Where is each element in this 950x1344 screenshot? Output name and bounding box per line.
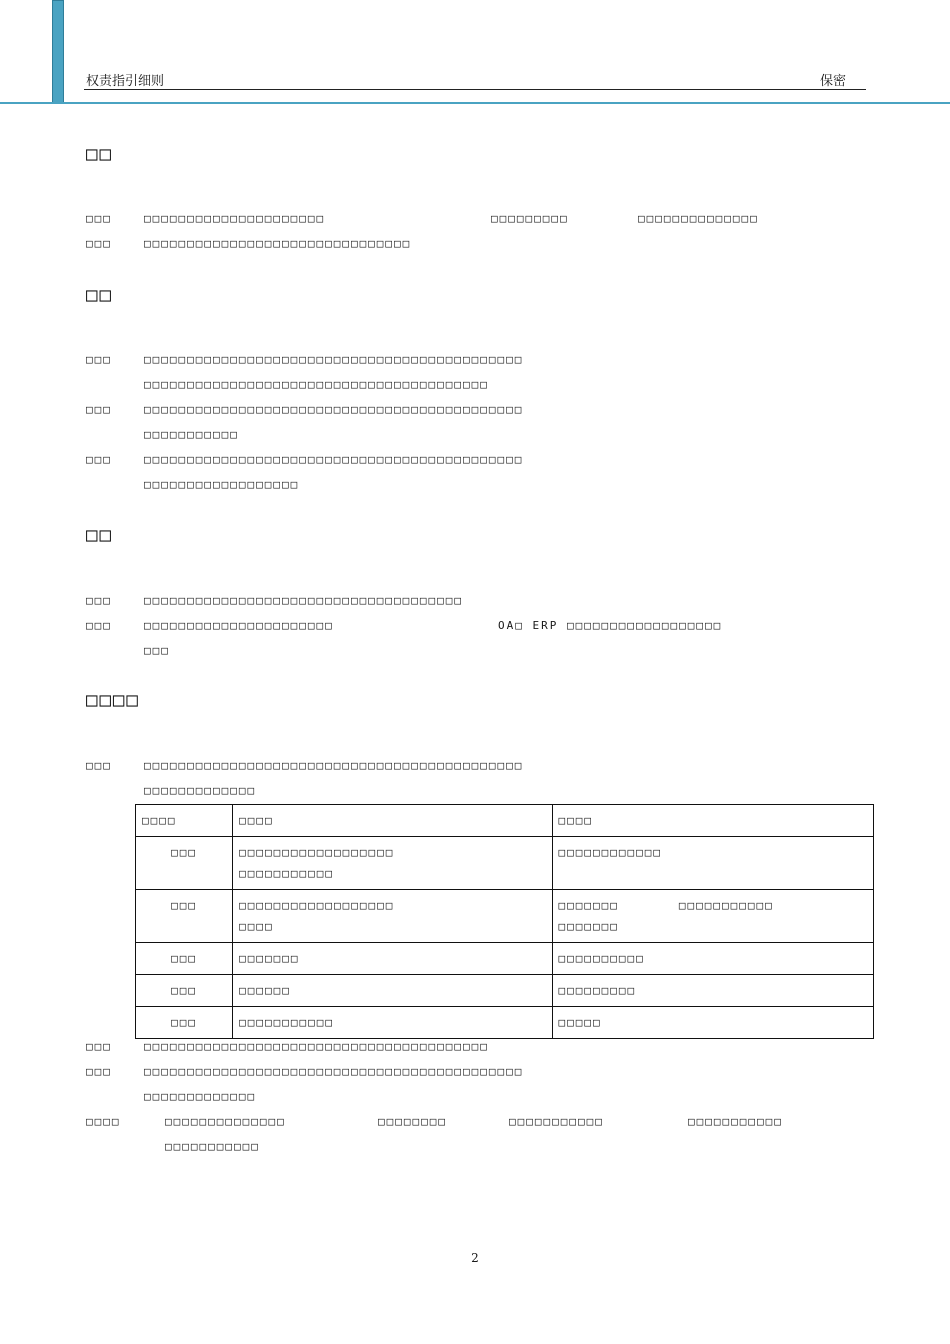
article-text: □□□□□□□□□□□□□□□□□□□□□□□□□□□□□□□□□□□□□□□□□□□□ [144,453,524,466]
cell-line: □□□□ [239,920,274,933]
table-cell-note [552,837,873,890]
cell-line: □□□□□□□□□□□□ [558,846,663,859]
article-text: □□□□□□□□□□□□□□□□□□ [144,478,300,491]
article-text: □□□□□□□□□□□□□□□□□□□□□ [144,212,326,225]
article-text: □□□□□□□□□□□□□□□□□□□□□□□□□□□□□□□□□□□□□ [144,594,464,607]
table-cell-desc [233,890,552,943]
article-text: □□□□□□□□□□□□□ [144,1090,257,1103]
article-number: □□□ [86,1065,112,1078]
article-text: □□□□□□□□□□□□□□□□□□□□□□□□□□□□□□□□□□□□□□□□□□□□ [144,759,524,772]
document-title: 权责指引细则 [86,74,165,89]
article-text: □□□□□□□□□ [491,212,569,225]
cell-line: □□□□□□□□□□□□□□□□□□ [239,846,395,859]
table-header-row [136,805,874,837]
table-row [136,975,874,1007]
table-header-cell: □□□□ [552,805,873,837]
article-text: □□□□□□□□□□□□□□□□□□□□□□□□□□□□□□□□□□□□□□□□□□□□ [144,1065,524,1078]
article-text: □□□□□□□□□□□□□□□□□□□□□□□□□□□□□□□□□□□□□□□□□□□□ [144,403,524,416]
article-text: □□□□□□□□□□□ [144,428,239,441]
table-cell-code: □□□ [136,943,233,975]
article-number: □□□ [86,212,112,225]
article-text: □□□□□□□□□□□□□□□□□□□□□□□□□□□□□□□□□□□□□□□□ [144,1040,489,1053]
table-header-cell: □□□□ [136,805,233,837]
table-row [136,943,874,975]
table-cell-note: □□□□□□□□□□ [552,943,873,975]
table-cell-note [552,890,873,943]
article-number: □□□ [86,237,112,250]
header-accent-bar [52,0,64,103]
article-number: □□□ [86,353,112,366]
cell-line: □□□□□□□□□□□□□□□□□□ [239,899,395,912]
header-underline [84,89,866,90]
cell-line: □□□□□□□ [558,920,619,933]
article-number: □□□ [86,594,112,607]
table-row [136,837,874,890]
section-heading: □□ [86,284,113,306]
article-text: □□□ [144,644,170,657]
article-number: □□□□ [86,1115,121,1128]
article-text: □□□□□□□□□□□□□□□□□□□□□□□□□□□□□□□□□□□□□□□□□□□□ [144,353,524,366]
responsibility-table [135,804,874,1039]
table-cell-code: □□□ [136,975,233,1007]
article-text: □□□□□□□□□□□□□□ [638,212,759,225]
section-heading: □□□□ [86,689,140,711]
article-number: □□□ [86,403,112,416]
table-cell-desc: □□□□□□□□□□□ [233,1007,552,1039]
article-number: □□□ [86,453,112,466]
table-header-cell: □□□□ [233,805,552,837]
cell-fragment: □□□□□□□□□□□ [678,899,774,912]
section-heading: □□ [86,143,113,165]
article-text: OA□ ERP □□□□□□□□□□□□□□□□□□ [498,619,723,632]
page-number: 2 [471,1251,479,1265]
article-text: □□□□□□□□□□□□□□□□□□□□□□ [144,619,334,632]
confidential-label: 保密 [820,74,847,89]
article-text: □□□□□□□□□□□□□ [144,784,257,797]
table-cell-note: □□□□□□□□□ [552,975,873,1007]
article-text: □□□□□□□□ [378,1115,447,1128]
article-text: □□□□□□□□□□□ [688,1115,783,1128]
article-number: □□□ [86,619,112,632]
article-text: □□□□□□□□□□□ [509,1115,604,1128]
article-number: □□□ [86,1040,112,1053]
table-cell-code: □□□ [136,1007,233,1039]
article-text: □□□□□□□□□□□ [165,1140,260,1153]
header-divider [0,102,950,104]
table-row [136,890,874,943]
cell-fragment: □□□□□□□ [558,899,619,912]
section-heading: □□ [86,524,113,546]
table-cell-code: □□□ [136,837,233,890]
table-cell-code: □□□ [136,890,233,943]
article-number: □□□ [86,759,112,772]
table-cell-desc [233,837,552,890]
table-cell-desc: □□□□□□ [233,975,552,1007]
article-text: □□□□□□□□□□□□□□□□□□□□□□□□□□□□□□□□□□□□□□□□ [144,378,489,391]
article-text: □□□□□□□□□□□□□□ [165,1115,286,1128]
table-row [136,1007,874,1039]
article-text: □□□□□□□□□□□□□□□□□□□□□□□□□□□□□□□ [144,237,412,250]
cell-line [559,895,867,916]
cell-line: □□□□□□□□□□□ [239,867,334,880]
table-cell-note: □□□□□ [552,1007,873,1039]
table-cell-desc: □□□□□□□ [233,943,552,975]
